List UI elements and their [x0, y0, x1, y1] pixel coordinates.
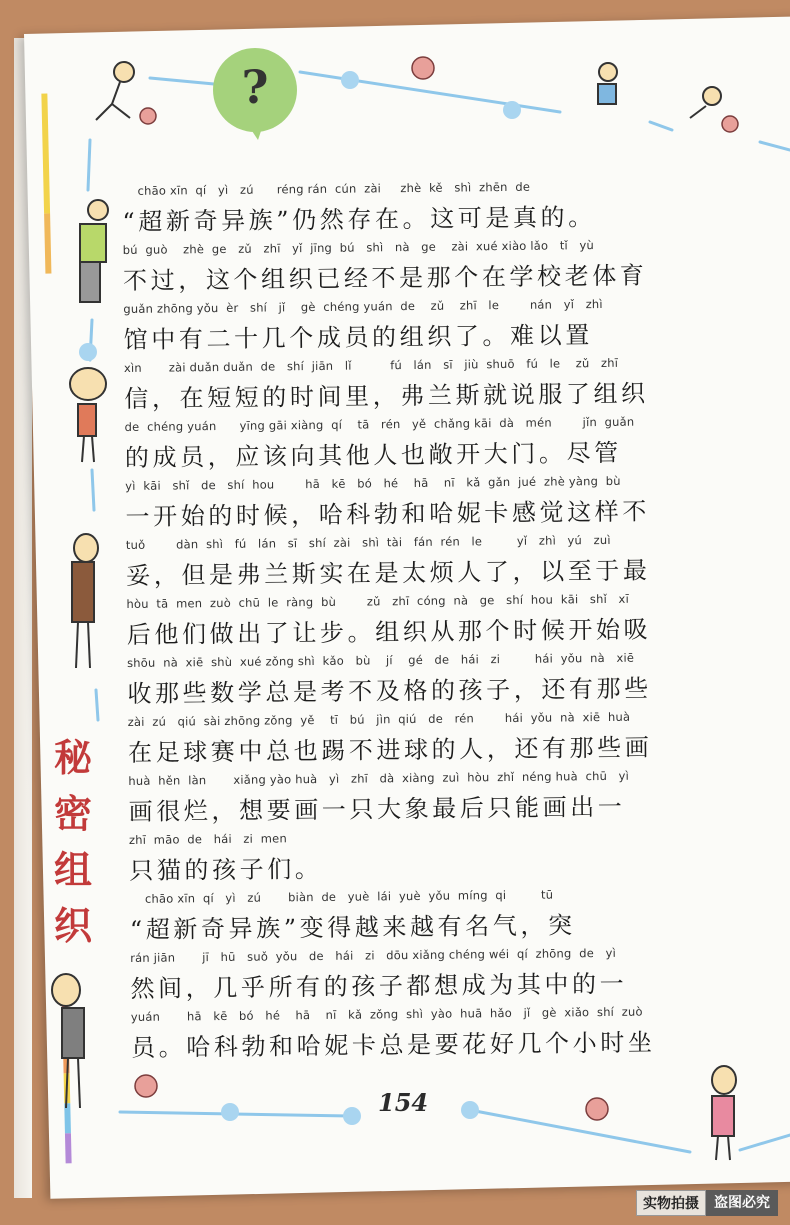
text-line	[128, 703, 729, 768]
side-title-char: 织	[53, 903, 92, 948]
text-line	[122, 172, 723, 237]
hanzi-line: 馆中有二十几个成员的组织了。难以置	[123, 321, 594, 354]
hanzi-line: 信，在短短的时间里，弗兰斯就说服了组织	[124, 379, 649, 413]
text-line	[129, 821, 730, 886]
text-line	[123, 231, 724, 296]
pinyin-line: xìn zài duǎn duǎn de shí jiān lǐ fú lán sī jiù shuō fú le zǔ zhī	[123, 355, 619, 375]
hanzi-line: 员。哈科勃和哈妮卡总是要花好几个小时坐	[130, 1028, 656, 1062]
pinyin-line: chāo xīn qí yì zú réng rán cún zài zhè kě shì zhēn de	[122, 179, 531, 198]
pinyin-line: shōu nà xiē shù xué zǒng shì kǎo bù jí gé de hái zi hái yǒu nà xiē	[127, 650, 635, 670]
pinyin-line: huà hěn làn xiǎng yào huà yì zhī dà xiàng zuì hòu zhǐ néng huà chū yì	[128, 768, 630, 788]
pinyin-line: hòu tā men zuò chū le ràng bù zǔ zhī cóng nà ge shí hou kāi shǐ xī	[126, 591, 630, 611]
pinyin-line: rán jiān jī hū suǒ yǒu de hái zi dōu xiǎng chéng wéi qí zhōng de yì	[130, 945, 617, 965]
hanzi-line: 然间，几乎所有的孩子都想成为其中的一	[130, 969, 628, 1003]
pinyin-line: de chéng yuán yīng gāi xiàng qí tā rén yě chǎng kāi dà mén jǐn guǎn	[124, 414, 635, 434]
text-line	[130, 939, 731, 1004]
side-title-char: 秘	[53, 735, 92, 780]
hanzi-line: 的成员，应该向其他人也敞开大门。尽管	[124, 438, 622, 472]
hanzi-line: 不过，这个组织已经不是那个在学校老体育	[122, 261, 648, 295]
text-line	[127, 644, 728, 709]
hanzi-line: 只猫的孩子们。	[129, 854, 323, 885]
page-number: 154	[378, 1088, 429, 1117]
text-line	[131, 998, 732, 1063]
pinyin-line: bú guò zhè ge zǔ zhī yǐ jīng bú shì nà ge zài xué xiào lǎo tǐ yù	[122, 238, 595, 257]
pinyin-line: chāo xīn qí yì zú biàn de yuè lái yuè yǒu míng qi tū	[129, 887, 554, 906]
hanzi-line: “超新奇异族”仍然存在。这可是真的。	[122, 203, 596, 236]
hanzi-line: 一开始的时候，哈科勃和哈妮卡感觉这样不	[125, 497, 651, 531]
pinyin-text-block	[122, 172, 731, 1063]
side-title	[48, 730, 98, 954]
hanzi-line: 画很烂，想要画一只大象最后只能画出一	[128, 792, 626, 826]
text-line	[129, 880, 730, 945]
question-mark: ?	[241, 60, 269, 114]
pinyin-line: tuǒ dàn shì fú lán sī shí zài shì tài fán rén le yǐ zhì yú zuì	[125, 532, 611, 552]
side-title-char: 组	[53, 847, 92, 892]
text-line	[124, 349, 725, 414]
question-bubble-icon	[213, 48, 297, 132]
text-line	[126, 526, 727, 591]
text-line	[128, 762, 729, 827]
text-line	[126, 585, 727, 650]
pinyin-line: yuán hā kē bó hé hā nī kǎ zǒng shì yào huā hǎo jǐ gè xiǎo shí zuò	[130, 1004, 643, 1024]
hanzi-line: “超新奇异族”变得越来越有名气，突	[129, 911, 576, 944]
watermark	[636, 1190, 778, 1216]
hanzi-line: 后他们做出了让步。组织从那个时候开始吸	[126, 615, 652, 649]
text-line	[125, 467, 726, 532]
pinyin-line: zài zú qiú sài zhōng zǒng yě tī bú jìn qiú de rén hái yǒu nà xiē huà	[127, 709, 631, 729]
watermark-left: 实物拍摄	[636, 1190, 706, 1216]
watermark-right: 盗图必究	[706, 1190, 778, 1216]
text-line	[123, 290, 724, 355]
hanzi-line: 妥，但是弗兰斯实在是太烦人了，以至于最	[126, 556, 651, 590]
text-line	[124, 408, 725, 473]
pinyin-line: zhī māo de hái zi men	[128, 831, 287, 847]
pinyin-line: guǎn zhōng yǒu èr shí jǐ gè chéng yuán de zǔ zhī le nán yǐ zhì	[123, 296, 603, 316]
hanzi-line: 收那些数学总是考不及格的孩子，还有那些	[127, 674, 652, 708]
hanzi-line: 在足球赛中总也踢不进球的人，还有那些画	[127, 733, 653, 767]
pinyin-line: yì kāi shǐ de shí hou hā kē bó hé hā nī kǎ gǎn jué zhè yàng bù	[125, 473, 621, 493]
side-title-char: 密	[53, 791, 92, 836]
